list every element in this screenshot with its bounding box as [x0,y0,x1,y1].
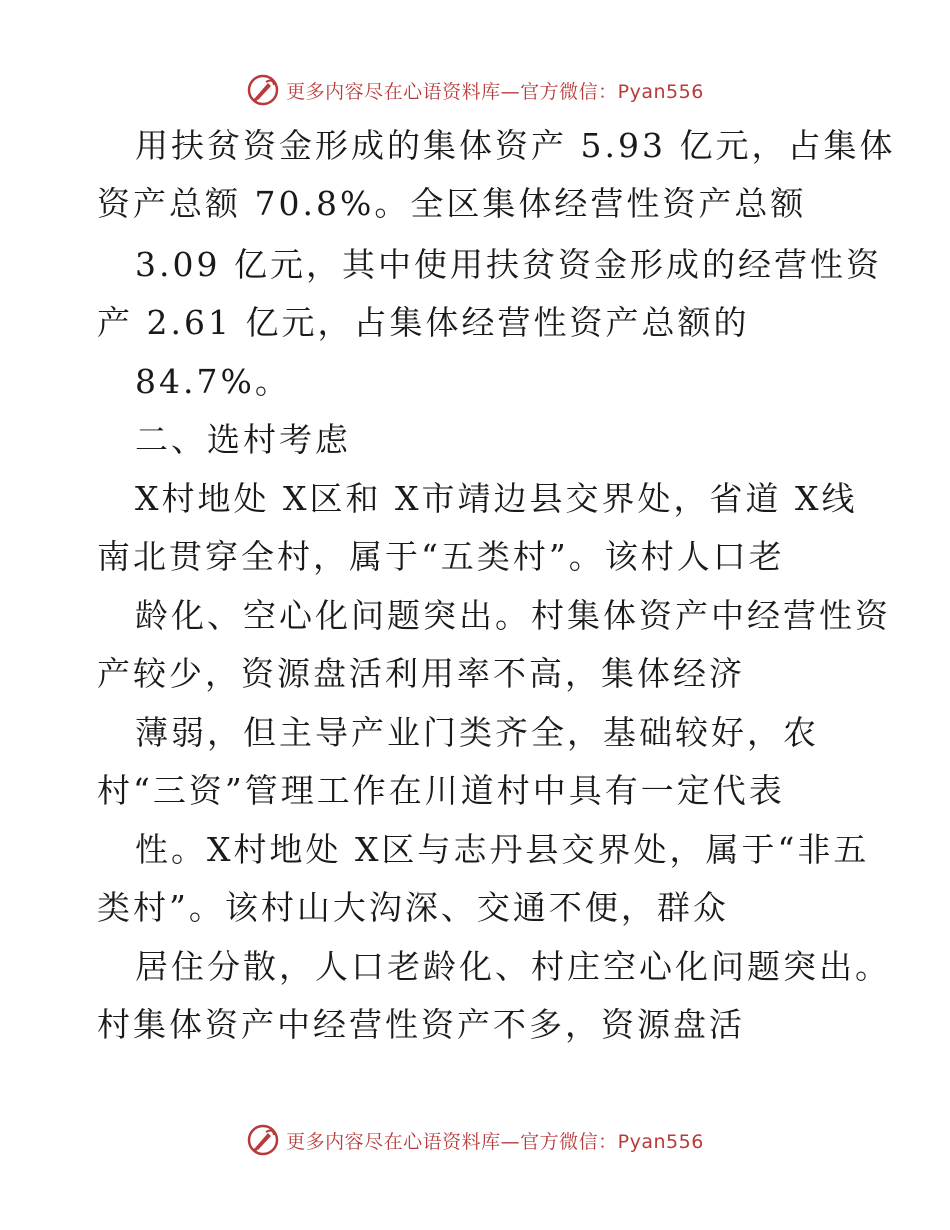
body-line-11: 薄弱，但主导产业门类齐全，基础较好，农 [135,713,819,752]
body-line-5: 84.7%。 [135,362,291,401]
body-line-16: 村集体资产中经营性资产不多，资源盘活 [97,1005,745,1044]
body-line-15: 居住分散，人口老龄化、村庄空心化问题突出。 [135,947,891,986]
feather-pen-logo-icon [246,1123,280,1157]
watermark-text: 更多内容尽在心语资料库—官方微信：Pyan556 [286,80,704,103]
feather-pen-logo-icon [246,73,280,107]
body-line-10: 产较少，资源盘活利用率不高，集体经济 [97,654,745,693]
body-line-7: X村地处 X区和 X市靖边县交界处，省道 X线 [135,479,858,518]
body-line-9: 龄化、空心化问题突出。村集体资产中经营性资 [135,596,891,635]
header-watermark [0,70,950,110]
body-line-8: 南北贯穿全村，属于“五类村”。该村人口老 [97,537,785,576]
body-line-12: 村“三资”管理工作在川道村中具有一定代表 [97,771,785,810]
body-line-13: 性。X村地处 X区与志丹县交界处，属于“非五 [135,830,870,869]
body-line-4: 产 2.61 亿元，占集体经营性资产总额的 [97,303,750,342]
body-line-3: 3.09 亿元，其中使用扶贫资金形成的经营性资 [135,245,882,284]
footer-watermark [0,1120,950,1160]
section-heading: 二、选村考虑 [135,420,351,459]
body-line-14: 类村”。该村山大沟深、交通不便，群众 [97,888,729,927]
body-line-2: 资产总额 70.8%。全区集体经营性资产总额 [97,184,807,223]
body-line-1: 用扶贫资金形成的集体资产 5.93 亿元，占集体 [135,126,896,165]
watermark-text: 更多内容尽在心语资料库—官方微信：Pyan556 [286,1130,704,1153]
